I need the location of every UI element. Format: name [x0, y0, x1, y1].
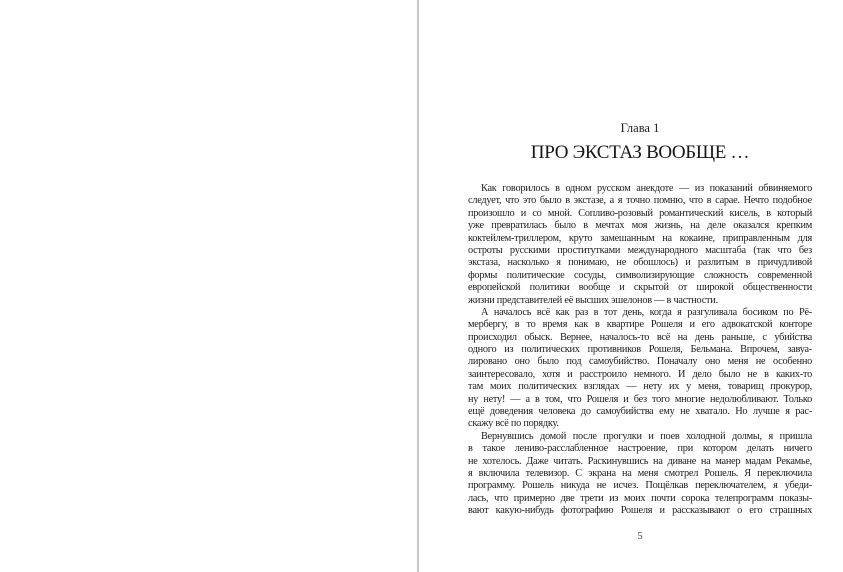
- text-line: заинтересовало, хотя и расстроило немного. И дело было не в каких-то: [468, 368, 812, 380]
- text-line: одного из политических противников Рошеля, Бельмана. Впрочем, завуа-: [468, 344, 812, 356]
- text-line: европейской политики вообще и скрытой от широкой общественности: [468, 282, 812, 294]
- text-line: лась, что примерно две трети из моих почти сорока телепрограмм показы-: [468, 492, 812, 504]
- text-line: там моих политических взглядах — нету их у меня, товарищ прокурор,: [468, 381, 812, 393]
- text-line: уже превратилась было в мечтах моя жизнь, на деле оказался крепким: [468, 220, 812, 232]
- text-line: А началось всё как раз в тот день, когда я разгуливала босиком по Рё-: [481, 306, 812, 318]
- text-line: лировано оно было под самоубийство. Поначалу оно меня не особенно: [468, 356, 812, 368]
- page-number: 5: [637, 531, 643, 542]
- text-line: коктейлем-триллером, круто замешанным на кокаине, приправленным для: [468, 232, 812, 244]
- paragraph: [468, 183, 812, 307]
- text-line: вают какую-нибудь фотографию Рошеля и рассказывают о его страшных: [468, 505, 812, 517]
- text-column: [468, 0, 812, 518]
- text-line: произошло и со мной. Сопливо-розовый романтический кисель, в который: [468, 207, 812, 219]
- text-line: не хотелось. Даже читать. Раскинувшись на диване на манер мадам Рекамье,: [468, 455, 812, 467]
- text-line: экстаза, насколько я понимаю, не обошлось) и разлитым в причудливой: [468, 257, 812, 269]
- right-page: [419, 0, 843, 572]
- paragraph: [468, 431, 812, 518]
- text-line: мербергу, в то время как в квартире Рошеля и его адвокатской конторе: [468, 319, 812, 331]
- text-line: Как говорилось в одном русском анекдоте — из показаний обвиняемого: [481, 183, 812, 194]
- text-line: ещё доведения человека до самоубийства ему не хватало. Но лучше я рас-: [468, 406, 812, 418]
- text-line: следует, что это было в экстазе, а я точно помню, что в сарае. Нечто подобное: [468, 195, 812, 207]
- text-line: происходил обыск. Вернее, началось-то всё на день раньше, с убийства: [468, 331, 812, 343]
- text-line: программу. Рошель никуда не исчез. Пощёлкав переключателем, я убеди-: [468, 480, 812, 492]
- text-line: остроты русскими проститутками международного масштаба (так что без: [468, 244, 812, 256]
- text-line: я включила телевизор. С экрана на меня смотрел Рошель. Я переключила: [468, 467, 812, 479]
- text-line: формы политические сосуды, символизирующие сложность современной: [468, 269, 812, 281]
- text-line: ну нету! — а в том, что Рошеля и без того многие недолюбливают. Только: [468, 393, 812, 405]
- text-line: скажу всё по порядку.: [468, 418, 559, 430]
- paragraph: [468, 307, 812, 431]
- text-line: Вернувшись домой после прогулки и поев холодной долмы, я пришла: [481, 430, 812, 442]
- text-line: в такое лениво-расслабленное настроение, при котором делать ничего: [468, 443, 812, 455]
- chapter-title: ПРО ЭКСТАЗ ВООБЩЕ …: [530, 142, 750, 163]
- chapter-number-label: Глава 1: [620, 121, 660, 135]
- text-line: жизни представителей её высших эшелонов — в частности.: [468, 294, 718, 306]
- left-page-blank: [0, 0, 417, 572]
- body-text: [468, 183, 812, 518]
